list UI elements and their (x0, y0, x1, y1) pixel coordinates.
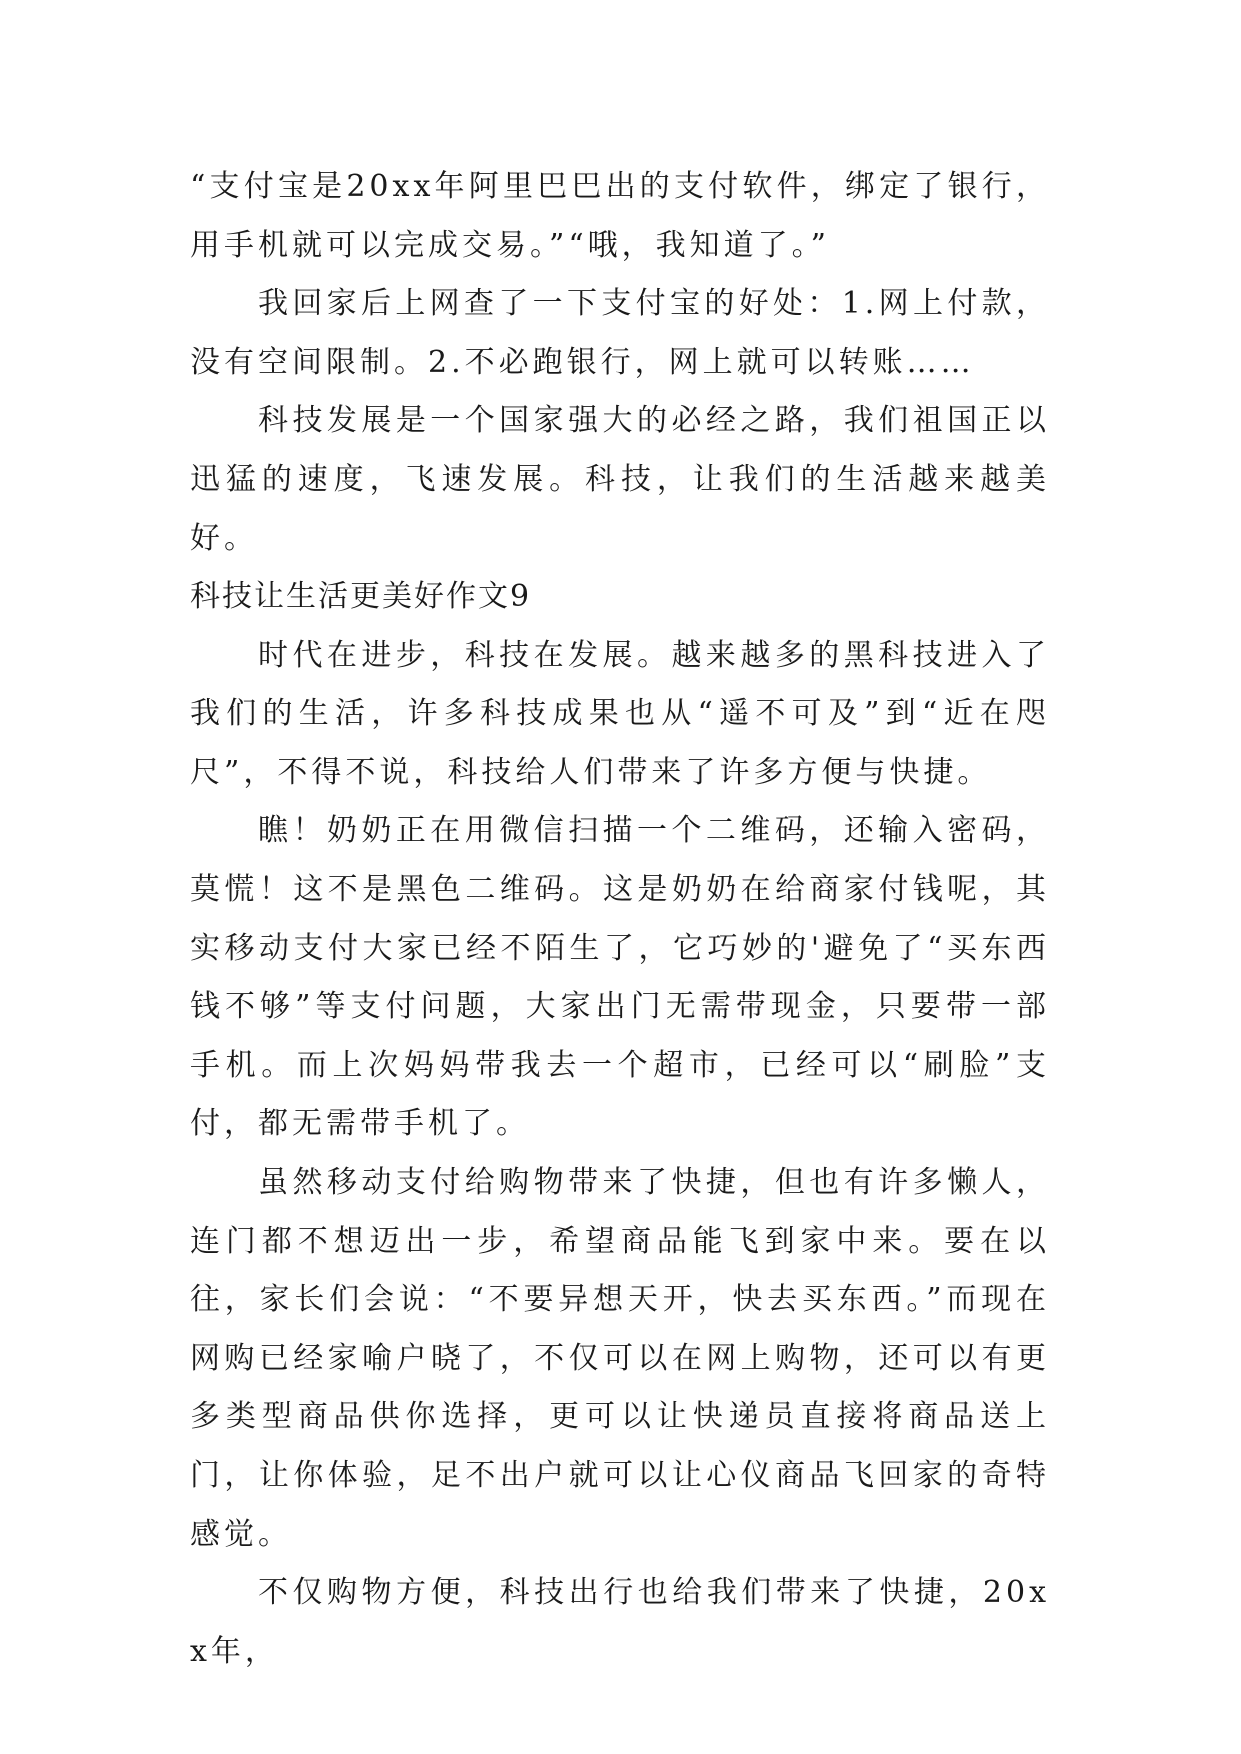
paragraph: 不仅购物方便，科技出行也给我们带来了快捷，20xx年， (190, 1575, 1050, 1669)
paragraph: 虽然移动支付给购物带来了快捷，但也有许多懒人，连门都不想迈出一步，希望商品能飞到家中来。要在以往，家长们会说：“不要异想天开，快去买东西。”而现在网购已经家喻户晓了，不仅可以在网上购物，还可以有更多类型商品供你选择，更可以让快递员直接将商品送上门，让你体验，足不出户就可以让心仪商品飞回家的奇特感觉。 (190, 1164, 1050, 1552)
essay-section-9 (190, 568, 1050, 1681)
paragraph: 时代在进步，科技在发展。越来越多的黑科技进入了我们的生活，许多科技成果也从“遥不可及”到“近在咫尺”，不得不说，科技给人们带来了许多方便与快捷。 (190, 637, 1050, 790)
essay-section-continued (190, 158, 1050, 568)
paragraph: “支付宝是20xx年阿里巴巴出的支付软件，绑定了银行，用手机就可以完成交易。”“哦，我知道了。” (190, 169, 1050, 263)
paragraph: 科技发展是一个国家强大的必经之路，我们祖国正以迅猛的速度，飞速发展。科技，让我们的生活越来越美好。 (190, 403, 1050, 556)
paragraph: 瞧！奶奶正在用微信扫描一个二维码，还输入密码，莫慌！这不是黑色二维码。这是奶奶在给商家付钱呢，其实移动支付大家已经不陌生了，它巧妙的'避免了“买东西钱不够”等支付问题，大家出门无需带现金，只要带一部手机。而上次妈妈带我去一个超市，已经可以“刷脸”支付，都无需带手机了。 (190, 813, 1050, 1142)
essay-heading: 科技让生活更美好作文9 (190, 579, 532, 614)
paragraph: 我回家后上网查了一下支付宝的好处：1.网上付款，没有空间限制。2.不必跑银行，网上就可以转账…… (190, 286, 1050, 380)
